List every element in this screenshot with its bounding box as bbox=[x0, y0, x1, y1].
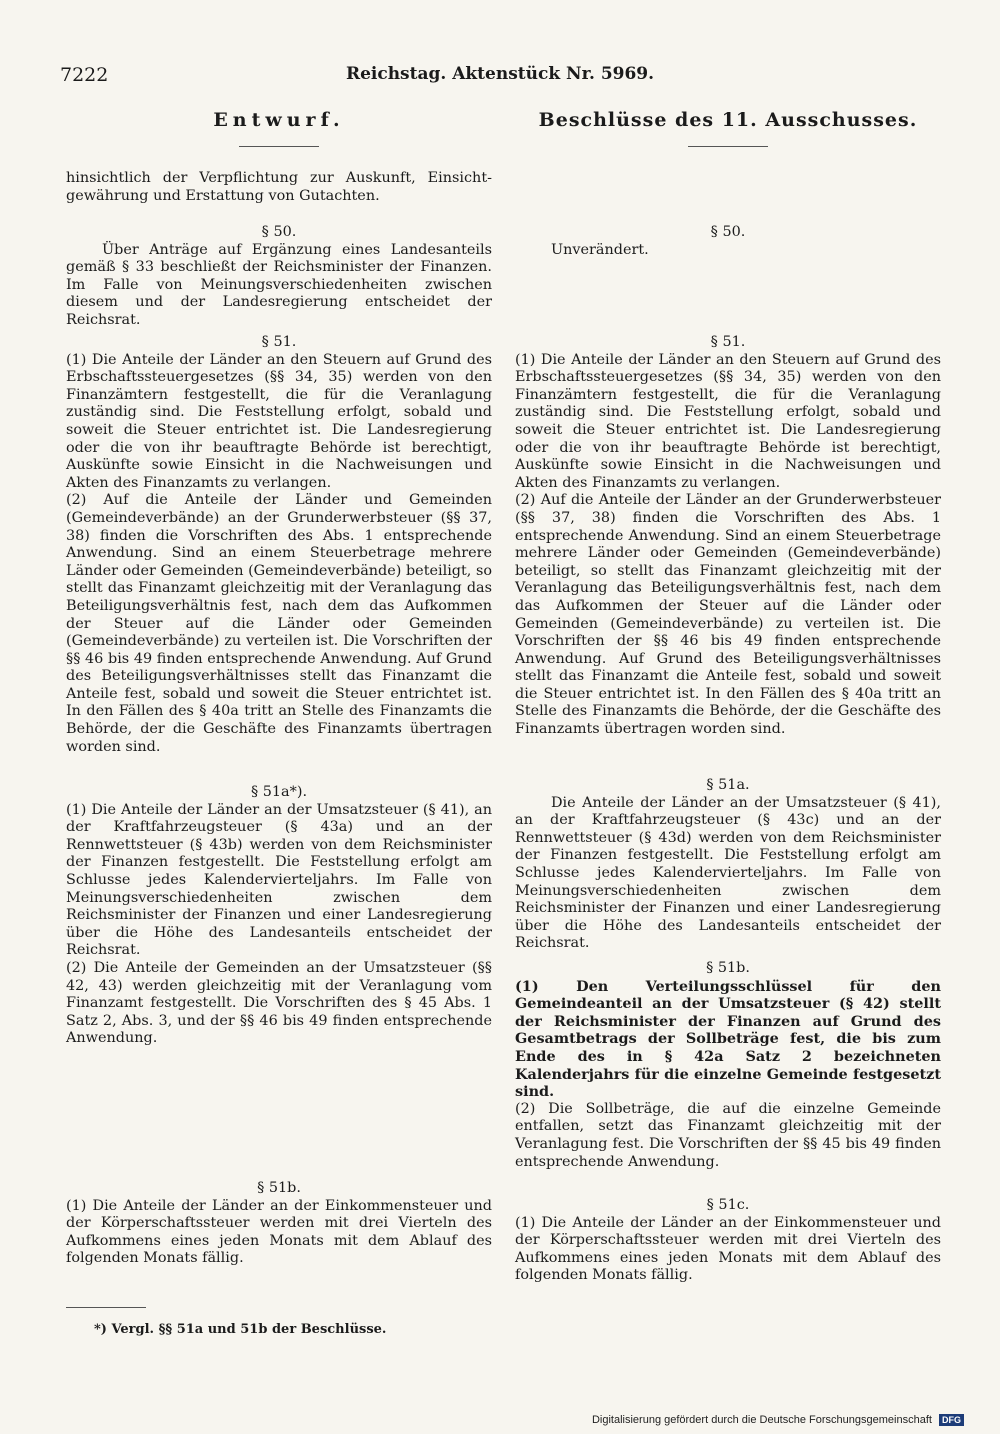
section-50-committee bbox=[515, 224, 941, 259]
section-heading: § 50. bbox=[710, 224, 746, 240]
section-paragraph-2: (2) Die Anteile der Gemeinden an der Umsatzsteuer (§§ 42, 43) werden gleichzeitig mit der Veranlagung vom Finanzamt festgestellt. Die Vorschriften des § 45 Abs. 1 Satz 2, Abs. 3, und der §§ 46 bis 49 finden entsprechende Anwendung. bbox=[66, 959, 492, 1047]
section-paragraph-2: (2) Die Sollbeträge, die auf die einzelne Gemeinde entfallen, setzt das Finanzamt gleichzeitig mit der Veranlagung fest. Die Vorschriften der §§ 45 bis 49 finden entsprechende Anwendung. bbox=[515, 1100, 941, 1170]
left-column-heading: Entwurf. bbox=[213, 109, 345, 131]
credit-text: Digitalisierung gefördert durch die Deutsche Forschungsgemeinschaft bbox=[591, 1414, 932, 1426]
footnote: *) Vergl. §§ 51a und 51b der Beschlüsse. bbox=[94, 1322, 387, 1337]
section-heading: § 51a. bbox=[706, 777, 750, 793]
section-text: Die Anteile der Länder an der Umsatzsteuer (§ 41), an der Kraftfahrzeugsteuer (§ 43c) und an der Rennwettsteuer (§ 43d) werden von dem Reichsminister der Finanzen festgestellt. Die Feststellung erfolgt am Schlusse jedes Kalendervierteljahrs. Im Falle von Meinungsverschiedenheiten zwischen dem Reichsminister der Finanzen und einer Landesregierung über die Höhe des Landesanteils entscheidet der Reichsrat. bbox=[515, 794, 941, 952]
right-column-heading: Beschlüsse des 11. Ausschusses. bbox=[538, 109, 918, 131]
section-paragraph-1: (1) Die Anteile der Länder an der Einkommensteuer und der Körperschaftssteuer werden mit drei Vierteln des Aufkommens eines jeden Monats mit dem Ablauf des folgenden Monats fällig. bbox=[66, 1197, 492, 1267]
section-text: Über Anträge auf Ergänzung eines Landesanteils gemäß § 33 beschließt der Reichsminister der Finanzen. Im Falle von Meinungsverschiedenheiten zwischen diesem und der Landesregierung entscheidet der Reichsrat. bbox=[66, 241, 492, 328]
dfg-logo: DFG bbox=[939, 1414, 964, 1426]
intro-text: hinsichtlich der Verpflichtung zur Auskunft, Einsichtgewährung und Erstattung von Gutachten. bbox=[66, 170, 492, 204]
section-51a-committee bbox=[515, 777, 941, 953]
right-column-committee bbox=[515, 109, 941, 1284]
intro-paragraph bbox=[66, 170, 492, 205]
section-51-committee bbox=[515, 334, 941, 739]
page-number: 7222 bbox=[60, 64, 109, 86]
section-paragraph-2: (2) Auf die Anteile der Länder an der Grunderwerbsteuer (§§ 37, 38) finden die Vorschriften des Abs. 1 entsprechende Anwendung. Sind an einem Steuerbetrage mehrere Länder oder Gemeinden (Gemeindeverbände) beteiligt, so stellt das Finanzamt gleichzeitig mit der Veranlagung das Beteiligungsverhältnis fest, nach dem das Aufkommen der Steuer auf die Länder oder Gemeinden (Gemeindeverbände) zu verteilen ist. Die Vorschriften der §§ 46 bis 49 finden entsprechende Anwendung. Auf Grund des Beteiligungsverhältnisses stellt das Finanzamt die Anteile fest, sobald und soweit die Steuer entrichtet ist. In den Fällen des § 40a tritt an Stelle des Finanzamts die Behörde, der die Geschäfte des Finanzamts übertragen worden sind. bbox=[515, 492, 941, 738]
section-paragraph-1: (1) Die Anteile der Länder an den Steuern auf Grund des Erbschaftssteuergesetzes (§§ 34, 35) werden von den Finanzämtern festgestellt, die für die Veranlagung zuständig sind. Die Feststellung erfolgt, sobald und soweit die Steuer entrichtet ist. Die Landesregierung oder die von ihr beauftragte Behörde ist berechtigt, Auskünfte sowie Einsicht in die Nachweisungen und Akten des Finanzamts zu verlangen. bbox=[66, 351, 492, 491]
section-heading: § 51b. bbox=[257, 1180, 301, 1196]
left-column-draft bbox=[66, 109, 492, 1267]
page-header bbox=[60, 64, 940, 88]
section-50-draft bbox=[66, 224, 492, 330]
section-heading: § 51. bbox=[261, 334, 297, 350]
section-paragraph-1: (1) Die Anteile der Länder an der Einkommensteuer und der Körperschaftssteuer werden mit drei Vierteln des Aufkommens eines jeden Monats mit dem Ablauf des folgenden Monats fällig. bbox=[515, 1214, 941, 1284]
section-paragraph-2: (2) Auf die Anteile der Länder und Gemeinden (Gemeindeverbände) an der Grunderwerbsteuer (§§ 37, 38) finden die Vorschriften des Abs. 1 entsprechende Anwendung. Sind an einem Steuerbetrage mehrere Länder oder Gemeinden (Gemeindeverbände) beteiligt, so stellt das Finanzamt gleichzeitig mit der Veranlagung das Beteiligungsverhältnis fest, nach dem das Aufkommen der Steuer auf die Länder oder Gemeinden (Gemeindeverbände) zu verteilen ist. Die Vorschriften der §§ 46 bis 49 finden entsprechende Anwendung. Auf Grund des Beteiligungsverhältnisses stellt das Finanzamt die Anteile fest, sobald und soweit die Steuer entrichtet ist. In den Fällen des § 40a tritt an Stelle des Finanzamts die Behörde, der die Geschäfte des Finanzamts übertragen worden sind. bbox=[66, 492, 492, 755]
section-51c-committee bbox=[515, 1197, 941, 1285]
section-51b-draft bbox=[66, 1180, 492, 1268]
section-heading: § 50. bbox=[261, 224, 297, 240]
section-heading: § 51a*). bbox=[250, 784, 308, 800]
section-heading: § 51. bbox=[710, 334, 746, 350]
heading-divider bbox=[239, 146, 319, 147]
section-heading: § 51b. bbox=[706, 960, 750, 976]
section-paragraph-1: (1) Den Verteilungsschlüssel für den Gemeindeanteil an der Umsatzsteuer (§ 42) stellt der Reichsminister der Finanzen auf Grund des Gesamtbetrags der Sollbeträge fest, die bis zum Ende des in § 42a Satz 2 bezeichneten Kalenderjahrs für die einzelne Gemeinde festgesetzt sind. bbox=[515, 977, 941, 1101]
section-text: Unverändert. bbox=[551, 241, 649, 258]
section-paragraph-1: (1) Die Anteile der Länder an der Umsatzsteuer (§ 41), an der Kraftfahrzeugsteuer (§ 43a) und an der Rennwettsteuer (§ 43b) werden von dem Reichsminister der Finanzen festgestellt. Die Feststellung erfolgt am Schlusse jedes Kalendervierteljahrs. Im Falle von Meinungsverschiedenheiten zwischen dem Reichsminister der Finanzen und einer Landesregierung über die Höhe des Landesanteils entscheidet der Reichsrat. bbox=[66, 801, 492, 959]
section-paragraph-1: (1) Die Anteile der Länder an den Steuern auf Grund des Erbschaftssteuergesetzes (§§ 34, 35) werden von den Finanzämtern festgestellt, die für die Veranlagung zuständig sind. Die Feststellung erfolgt, sobald und soweit die Steuer entrichtet ist. Die Landesregierung oder die von ihr beauftragte Behörde ist berechtigt, Auskünfte sowie Einsicht in die Nachweisungen und Akten des Finanzamts zu verlangen. bbox=[515, 351, 941, 491]
section-heading: § 51c. bbox=[706, 1197, 750, 1213]
heading-divider bbox=[688, 146, 768, 147]
running-head: Reichstag. Aktenstück Nr. 5969. bbox=[345, 64, 655, 84]
digitization-credit bbox=[592, 1414, 964, 1426]
section-51b-committee bbox=[515, 960, 941, 1171]
footnote-divider bbox=[66, 1307, 146, 1308]
section-51a-draft bbox=[66, 784, 492, 1048]
section-51-draft bbox=[66, 334, 492, 756]
